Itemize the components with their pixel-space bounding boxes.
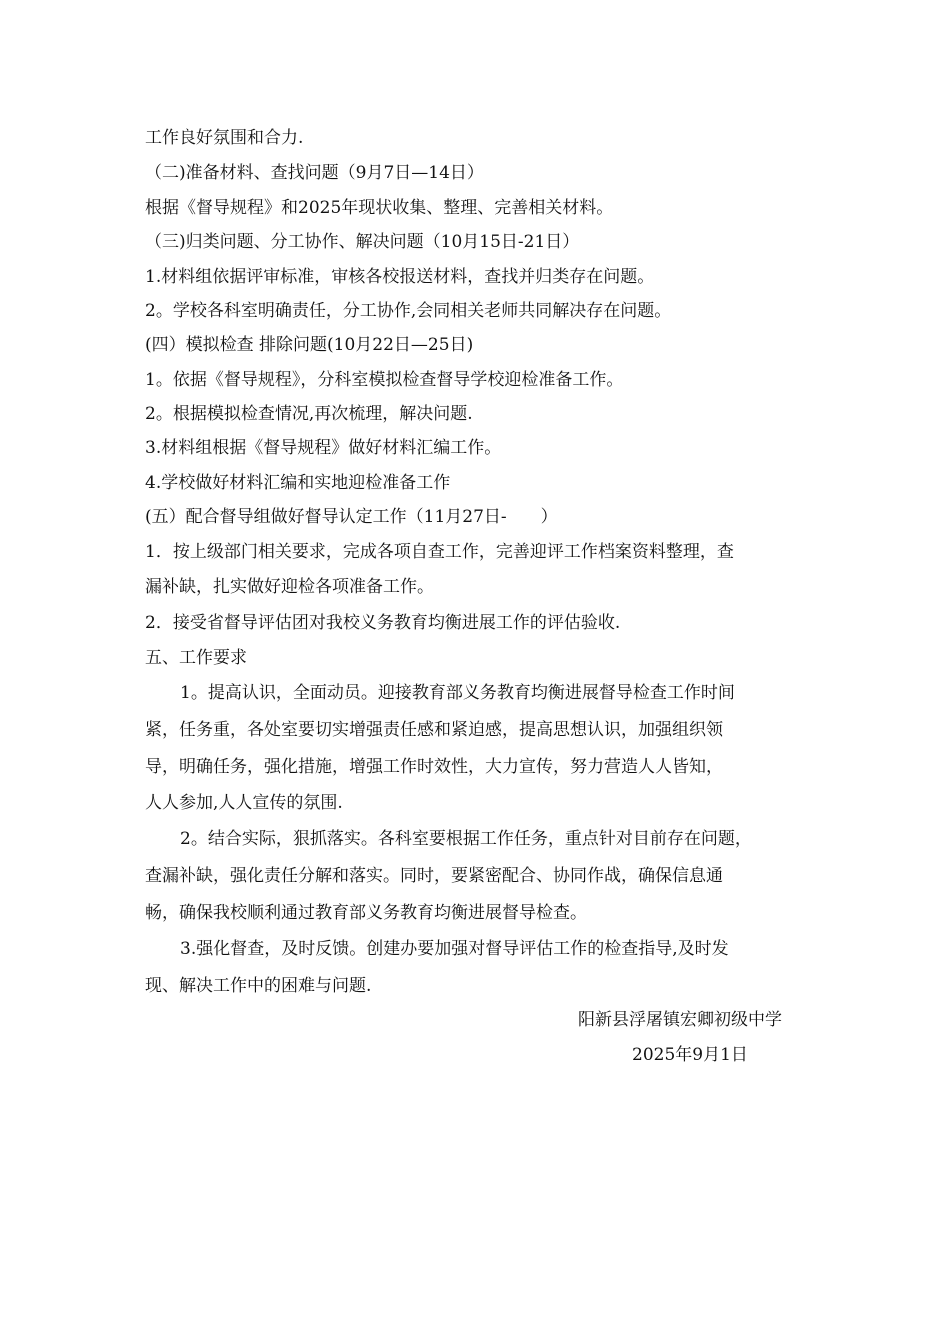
text-line: 1。依据《督导规程》，分科室模拟检查督导学校迎检准备工作。 [145, 370, 624, 390]
text-line: 4.学校做好材料汇编和实地迎检准备工作 [145, 473, 451, 493]
paragraph-line: 3.强化督查，及时反馈。创建办要加强对督导评估工作的检查指导,及时发 [180, 939, 729, 959]
text-line: 1．按上级部门相关要求，完成各项自查工作，完善迎评工作档案资料整理，查 [145, 542, 734, 562]
section-heading: 五、工作要求 [145, 648, 247, 668]
paragraph-line: 现、解决工作中的困难与问题. [145, 976, 372, 996]
section-heading: （三)归类问题、分工协作、解决问题（10月15日-21日） [145, 232, 580, 252]
text-line: 2。学校各科室明确责任，分工协作,会同相关老师共同解决存在问题。 [145, 301, 672, 321]
text-line: 工作良好氛围和合力. [145, 128, 304, 148]
signature-date: 2025年9月1日 [632, 1045, 748, 1065]
paragraph-line: 紧，任务重，各处室要切实增强责任感和紧迫感，提高思想认识，加强组织领 [145, 720, 723, 740]
paragraph-line: 查漏补缺，强化责任分解和落实。同时，要紧密配合、协同作战，确保信息通 [145, 866, 723, 886]
section-heading: (五）配合督导组做好督导认定工作（11月27日- ） [145, 507, 558, 527]
text-line: 2．接受省督导评估团对我校义务教育均衡进展工作的评估验收. [145, 613, 621, 633]
text-line: 3.材料组根据《督导规程》做好材料汇编工作。 [145, 438, 502, 458]
paragraph-line: 2。结合实际，狠抓落实。各科室要根据工作任务，重点针对目前存在问题， [180, 829, 752, 849]
paragraph-line: 1。提高认识，全面动员。迎接教育部义务教育均衡进展督导检查工作时间 [180, 683, 735, 703]
text-line: 1.材料组依据评审标准，审核各校报送材料，查找并归类存在问题。 [145, 267, 655, 287]
section-heading: (四）模拟检查 排除问题(10月22日—25日) [145, 335, 474, 355]
text-line: 根据《督导规程》和2025年现状收集、整理、完善相关材料。 [145, 198, 614, 218]
paragraph-line: 畅，确保我校顺利通过教育部义务教育均衡进展督导检查。 [145, 903, 587, 923]
section-heading: （二)准备材料、查找问题（9月7日—14日） [145, 163, 484, 183]
paragraph-line: 导，明确任务，强化措施，增强工作时效性，大力宣传，努力营造人人皆知， [145, 757, 723, 777]
signature-organization: 阳新县浮屠镇宏卿初级中学 [578, 1010, 782, 1030]
text-line: 漏补缺，扎实做好迎检各项准备工作。 [145, 577, 434, 597]
paragraph-line: 人人参加,人人宣传的氛围. [145, 793, 343, 813]
text-line: 2。根据模拟检查情况,再次梳理，解决问题. [145, 404, 473, 424]
